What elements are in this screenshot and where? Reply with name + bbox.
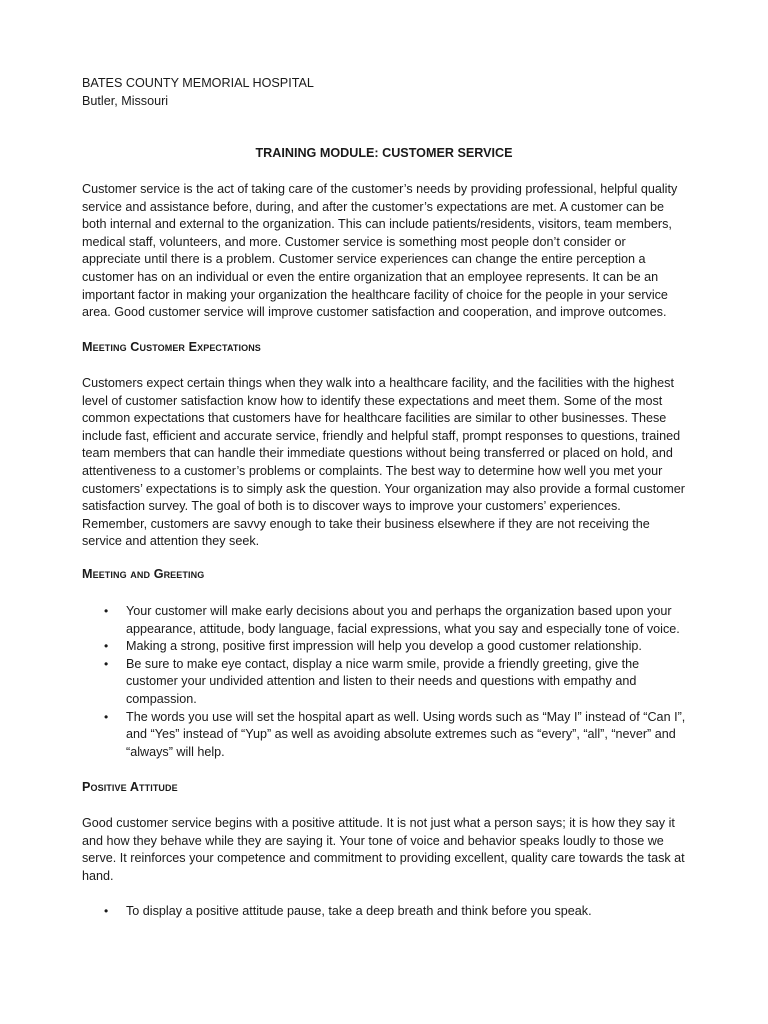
bullet-icon: • [104, 639, 109, 654]
section-body-meeting-customer-expectations: Customers expect certain things when they walk into a healthcare facility, and the facilities with the highest level of customer satisfaction know how to identify these expectations and meet them. Some of the most common expectations that customers have for healthcare facilities are similar to other businesses. These include fast, efficient and accurate service, friendly and helpful staff, prompt responses to questions, trained team members that can handle their immediate questions without being transferred or placed on hold, and attentiveness to a customer’s problems or complaints. The best way to determine how well you met your customers’ expectations is to simply ask the question. Your organization may also provide a formal customer satisfaction survey. The goal of both is to discover ways to improve your customers’ experiences. Remember, customers are savvy enough to take their business elsewhere if they are not receiving the service and attention they seek. [82, 376, 685, 549]
bullet-icon: • [104, 656, 109, 671]
list-item [82, 903, 686, 921]
list-item [82, 709, 686, 762]
bullet-icon: • [104, 709, 109, 724]
bullet-icon: • [104, 604, 109, 618]
section-heading-meeting-and-greeting: Meeting and Greeting [82, 567, 205, 581]
list-item-text: Be sure to make eye contact, display a nice warm smile, provide a friendly greeting, give the customer your undivided attention and listen to their needs and questions with empathy and compassion. [126, 656, 640, 706]
positive-attitude-bullet-list [82, 903, 686, 921]
list-item-text: The words you use will set the hospital apart as well. Using words such as “May I” instead of “Can I”, and “Yes” instead of “Yup” as well as avoiding absolute extremes such as “every”, “all”, “never” and “always” will help. [126, 709, 686, 759]
section-heading-positive-attitude: Positive Attitude [82, 780, 178, 794]
organization-location: Butler, Missouri [82, 93, 169, 108]
list-item-text: To display a positive attitude pause, take a deep breath and think before you speak. [126, 904, 592, 918]
list-item-text: Your customer will make early decisions about you and perhaps the organization based upon your appearance, attitude, body language, facial expressions, what you say and especially tone of voice. [126, 604, 680, 636]
section-body-positive-attitude: Good customer service begins with a positive attitude. It is not just what a person says; it is how they say it and how they behave while they are saying it. Your tone of voice and behavior speaks loudly to those we serve. It reinforces your competence and commitment to providing excellent, quality care towards the task at hand. [82, 816, 685, 883]
list-item [82, 603, 686, 638]
intro-paragraph: Customer service is the act of taking care of the customer’s needs by providing professional, helpful quality service and assistance before, during, and after the customer’s expectations are met. A customer can be both internal and external to the organization. This can include patients/residents, visitors, team members, medical staff, volunteers, and more. Customer service is something most people don’t consider or appreciate until there is a problem. Customer service experiences can change the entire perception a customer has on an individual or even the entire organization that an employee represents. It can be an important factor in making your organization the healthcare facility of choice for the people in your service area. Good customer service will improve customer satisfaction and cooperation, and improve outcomes. [82, 182, 678, 320]
bullet-icon: • [104, 904, 109, 918]
section-heading-meeting-customer-expectations: Meeting Customer Expectations [82, 340, 261, 354]
list-item [82, 638, 686, 656]
organization-name: BATES COUNTY MEMORIAL HOSPITAL [82, 76, 314, 90]
meeting-greeting-bullet-list [82, 603, 686, 761]
document-title: TRAINING MODULE: CUSTOMER SERVICE [255, 146, 513, 160]
organization-header [82, 75, 314, 110]
list-item [82, 656, 686, 709]
list-item-text: Making a strong, positive first impression will help you develop a good customer relationship. [126, 639, 642, 654]
